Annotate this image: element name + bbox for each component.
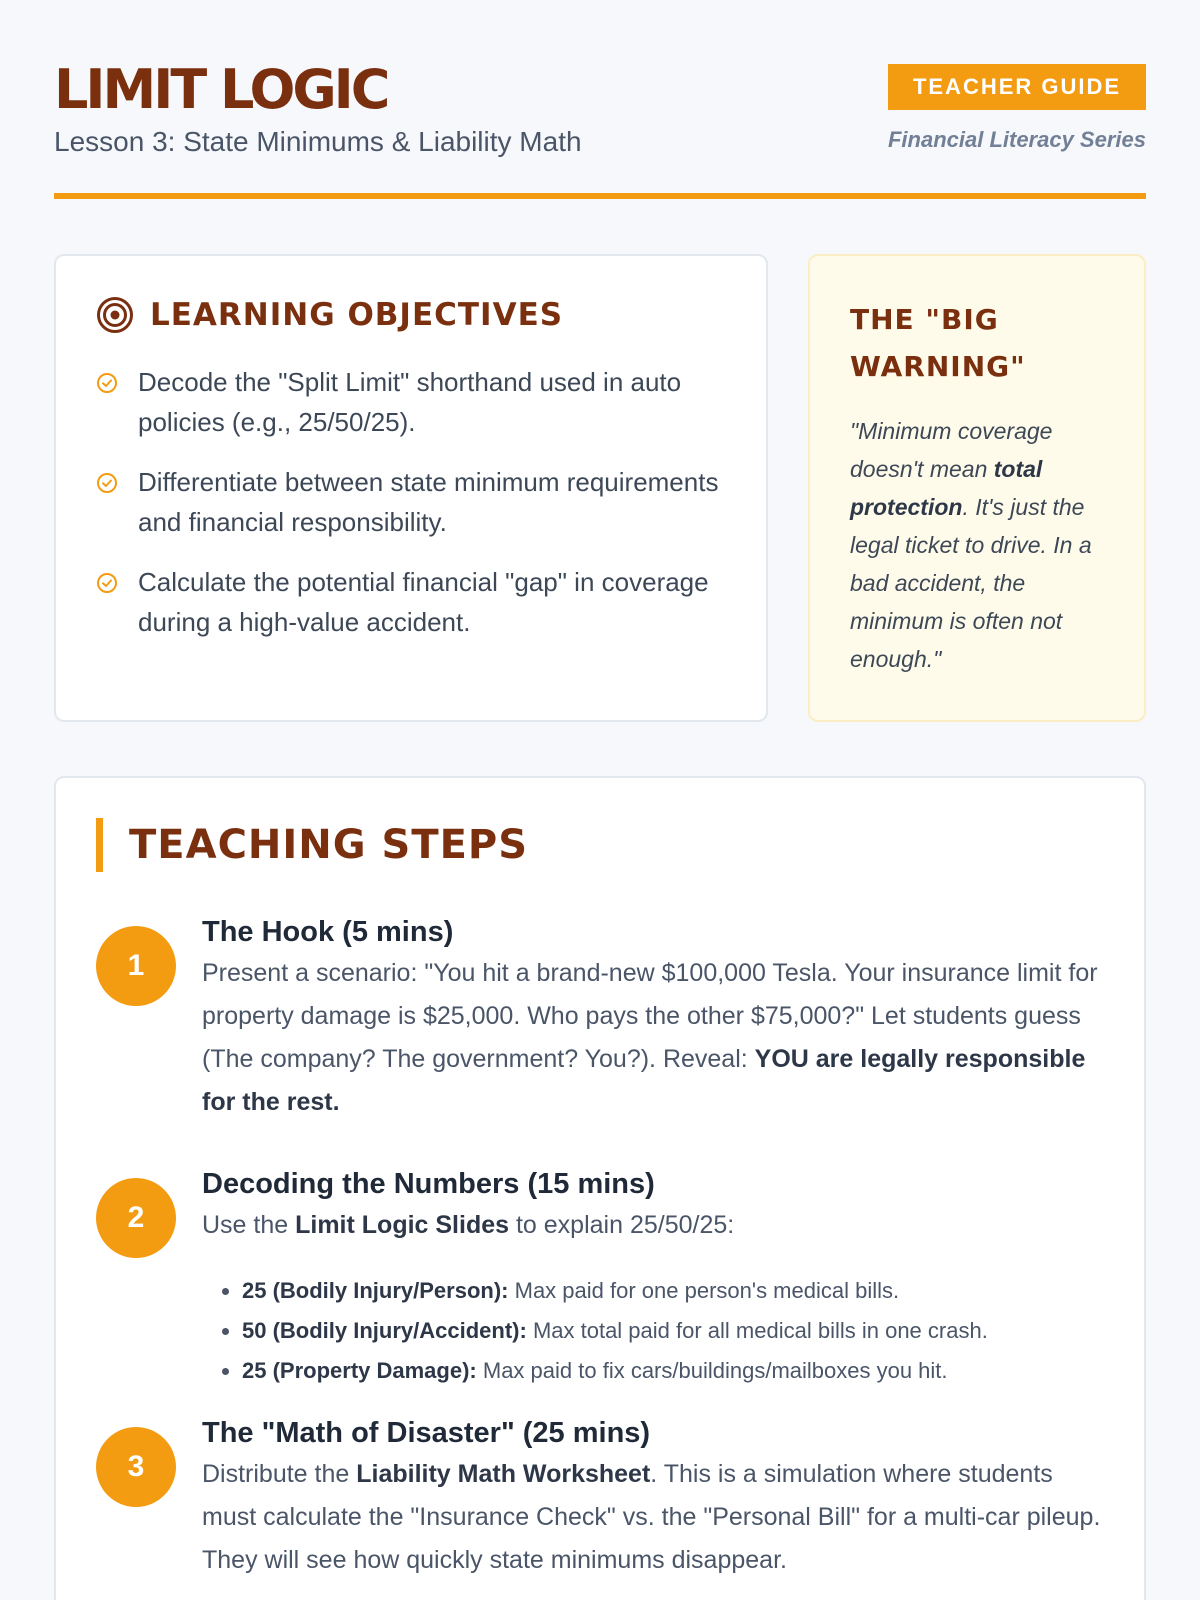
step-3 [96, 1413, 1104, 1582]
list-item [96, 462, 726, 542]
step-title: The Hook (5 mins) [202, 916, 454, 948]
teaching-steps-card [54, 776, 1146, 1600]
header-divider [54, 193, 1146, 199]
bullet-text: Max paid for one person's medical bills. [508, 1278, 900, 1303]
teacher-guide-badge: TEACHER GUIDE [888, 64, 1146, 110]
steps-heading-label: TEACHING STEPS [129, 822, 529, 868]
target-icon [96, 296, 134, 334]
step-text: Present a scenario: "You hit a brand-new $100,000 Tesla. Your insurance limit for property damage is $25,000. Who pays the other $75,000?" Let students guess (The company? The government? You?). Reveal: [202, 959, 1098, 1073]
warning-title: THE "BIG WARNING" [850, 303, 1026, 383]
step-emphasis: Limit Logic Slides [295, 1211, 510, 1239]
bullet-label: 25 (Bodily Injury/Person): [242, 1278, 509, 1303]
list-item [96, 562, 726, 642]
lesson-subtitle: Lesson 3: State Minimums & Liability Math [54, 126, 582, 157]
step-2 [96, 1164, 1104, 1391]
bullet-label: 50 (Bodily Injury/Accident): [242, 1318, 527, 1343]
list-item [242, 1271, 1104, 1311]
step-number-badge: 2 [96, 1178, 176, 1258]
step-1 [96, 912, 1104, 1124]
step-description [202, 1204, 1104, 1247]
list-item [96, 362, 726, 442]
step-text-end: to explain 25/50/25: [509, 1211, 735, 1239]
quote-emphasis: total protection [850, 456, 1043, 520]
step-description [202, 952, 1104, 1124]
check-circle-icon [96, 372, 118, 394]
objectives-heading-label: LEARNING OBJECTIVES [150, 297, 564, 333]
list-item [242, 1351, 1104, 1391]
objective-text: Decode the "Split Limit" shorthand used in auto policies (e.g., 25/50/25). [138, 367, 682, 437]
series-label: Financial Literacy Series [887, 127, 1146, 152]
quote-text-end: . It's just the legal ticket to drive. In a bad accident, the minimum is often not enough." [850, 494, 1092, 672]
step-emphasis: YOU are legally responsible for the rest. [202, 1045, 1086, 1116]
bullet-text: Max paid to fix cars/buildings/mailboxes you hit. [476, 1358, 948, 1383]
step-number-badge: 3 [96, 1427, 176, 1507]
step-title: The "Math of Disaster" (25 mins) [202, 1417, 651, 1449]
page-header [54, 0, 1146, 200]
step-text: Distribute the [202, 1460, 357, 1488]
big-warning-card [808, 254, 1146, 722]
step-title: Decoding the Numbers (15 mins) [202, 1168, 655, 1200]
heading-accent-bar [96, 818, 103, 872]
step-number-badge: 1 [96, 926, 176, 1006]
warning-quote [850, 412, 1104, 678]
objectives-heading [96, 296, 726, 334]
learning-objectives-card [54, 254, 768, 722]
step-description [202, 1453, 1104, 1582]
quote-text: "Minimum coverage doesn't mean [850, 418, 1053, 482]
step-text-end: . This is a simulation where students must calculate the "Insurance Check" vs. the "Personal Bill" for a multi-car pileup. They will see how quickly state minimums disappear. [202, 1460, 1101, 1574]
steps-heading [96, 818, 1104, 872]
objective-text: Differentiate between state minimum requirements and financial responsibility. [138, 467, 719, 537]
check-circle-icon [96, 472, 118, 494]
objective-text: Calculate the potential financial "gap" in coverage during a high-value accident. [138, 567, 709, 637]
objectives-list [96, 362, 726, 642]
page-title: LIMIT LOGIC [54, 58, 388, 121]
list-item [242, 1311, 1104, 1351]
step-emphasis: Liability Math Worksheet [356, 1460, 651, 1488]
limit-bullets [202, 1271, 1104, 1391]
step-text: Use the [202, 1211, 296, 1239]
bullet-label: 25 (Property Damage): [242, 1358, 477, 1383]
bullet-text: Max total paid for all medical bills in one crash. [526, 1318, 988, 1343]
check-circle-icon [96, 572, 118, 594]
